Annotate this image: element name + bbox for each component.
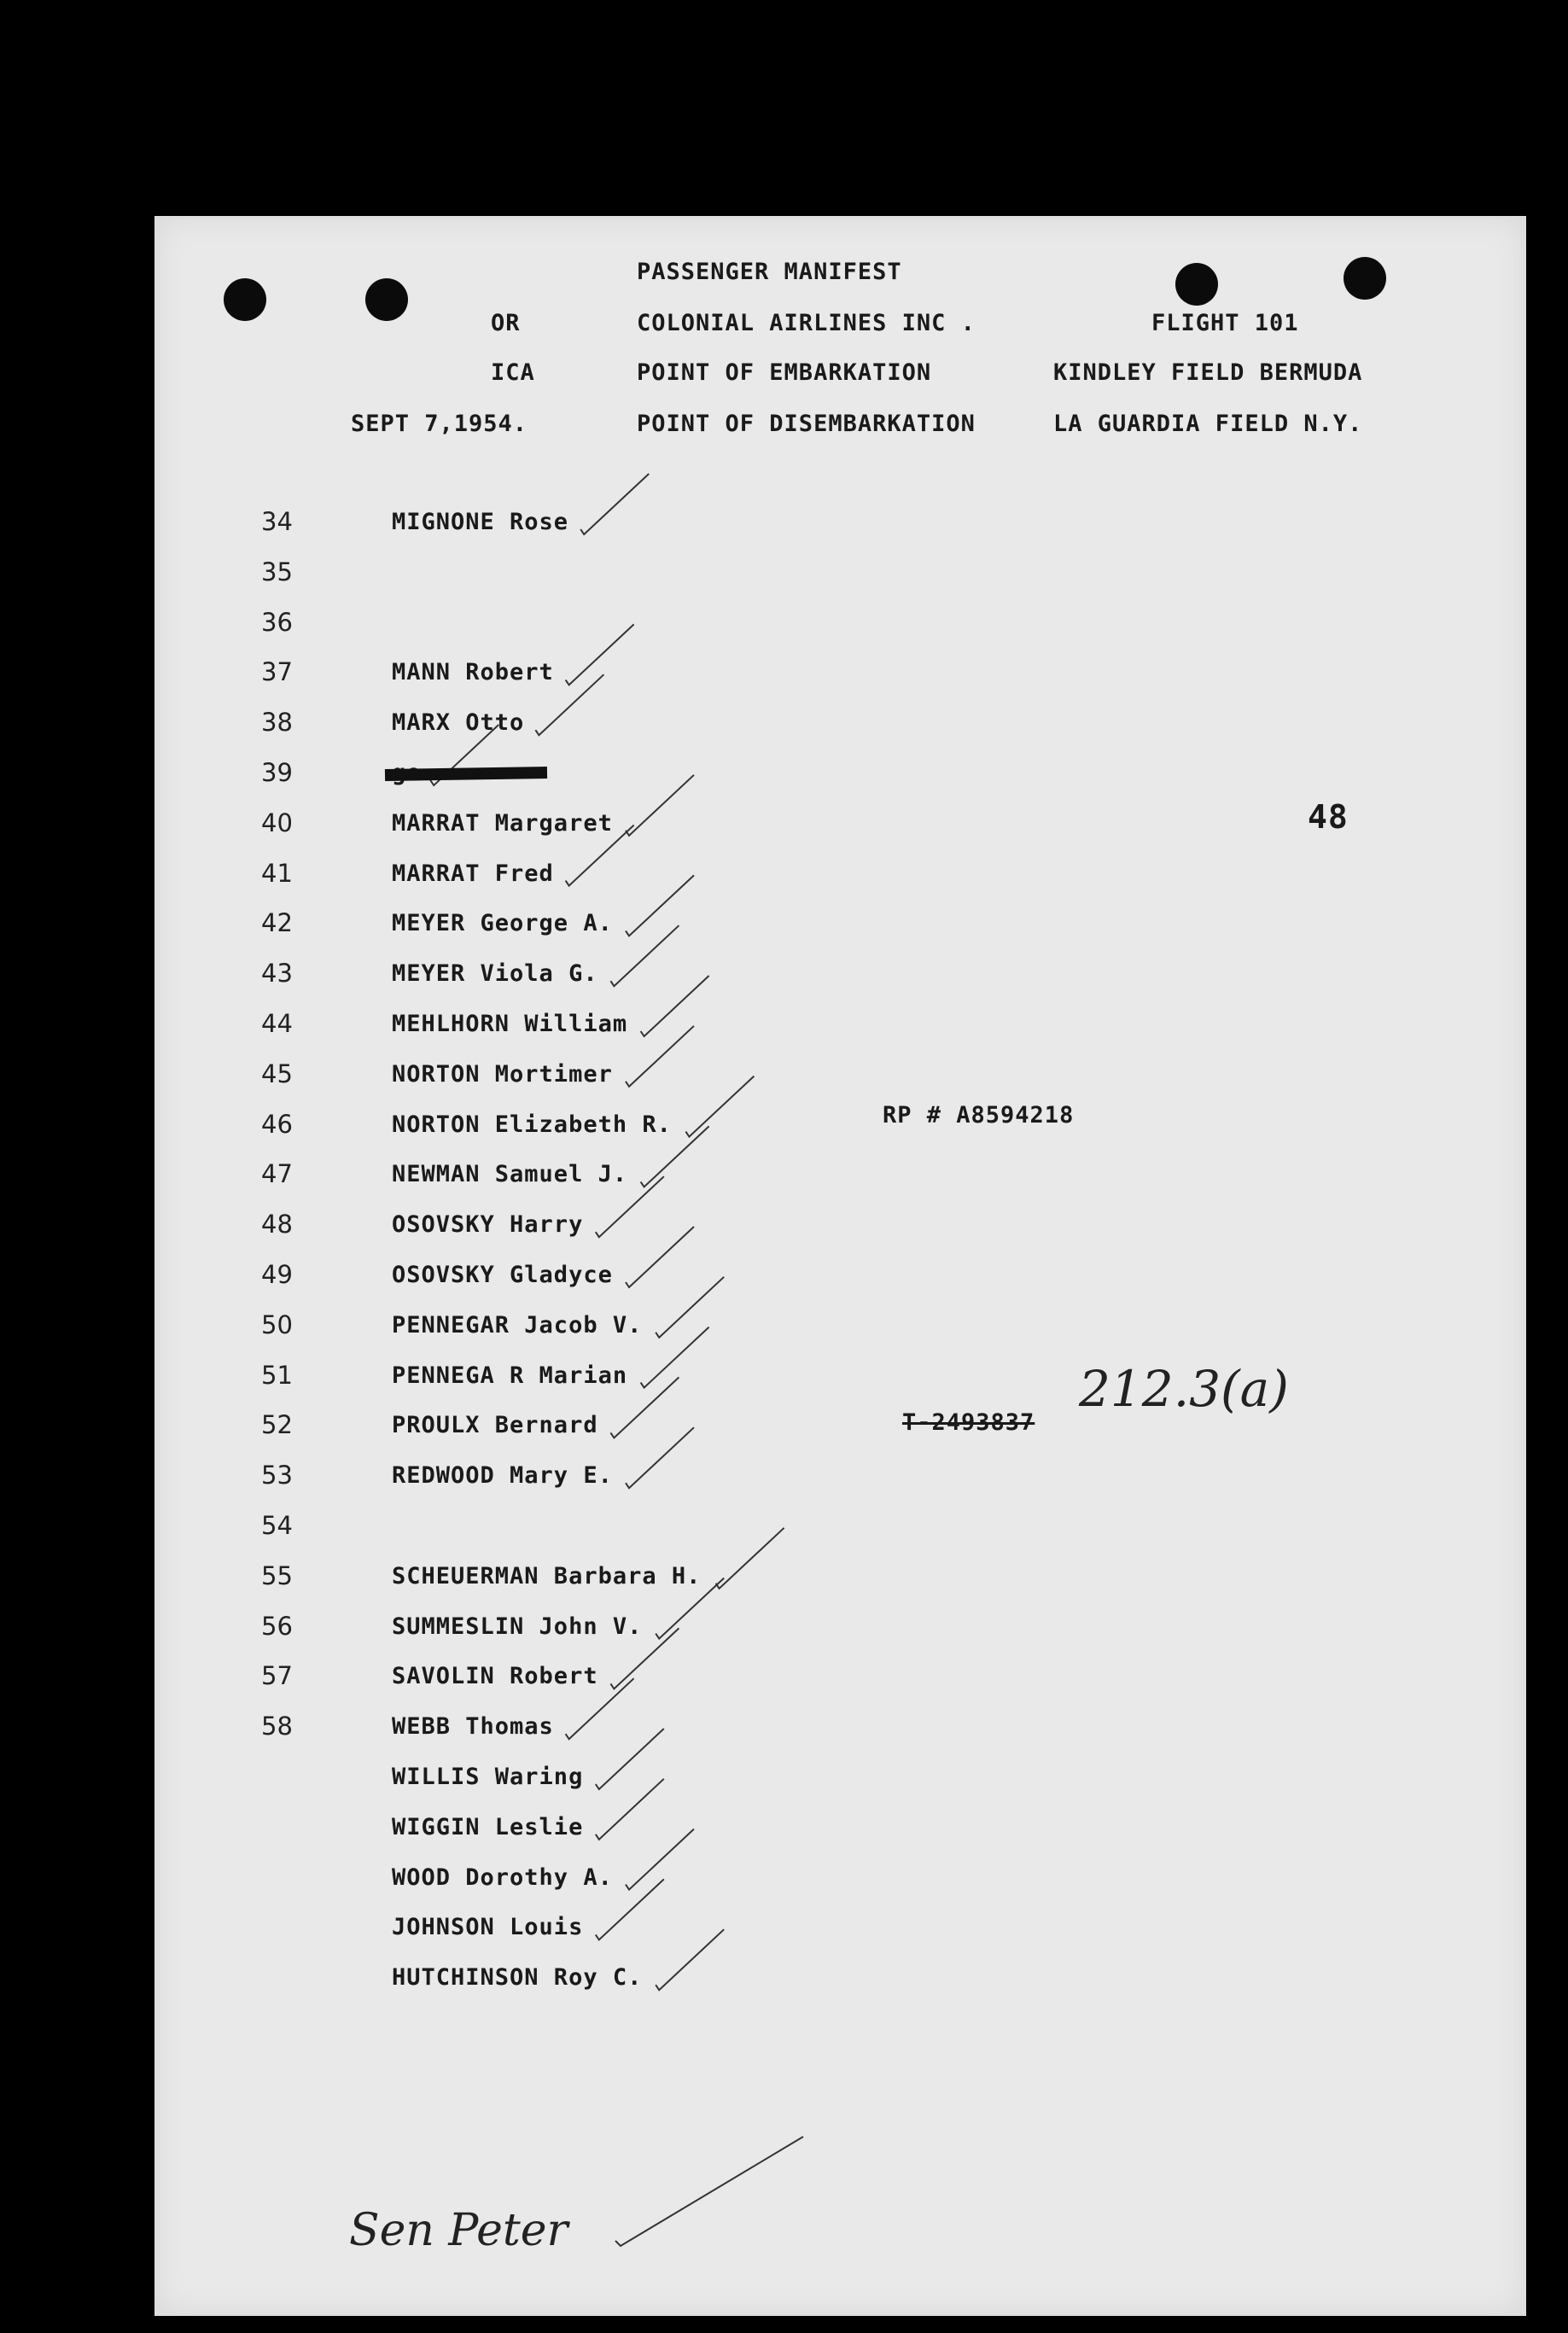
check-mark — [626, 775, 694, 836]
passenger-name: MANN Robert — [392, 659, 554, 686]
passenger-count: 48 — [1308, 798, 1349, 836]
check-mark — [626, 875, 694, 936]
check-mark — [716, 1528, 784, 1589]
check-mark — [566, 825, 634, 886]
passenger-name: JOHNSON Louis — [392, 1914, 584, 1941]
passenger-name: WOOD Dorothy A. — [392, 1863, 613, 1891]
check-mark — [626, 1026, 694, 1087]
passenger-number: 53 — [261, 1461, 293, 1490]
check-mark — [626, 1227, 694, 1287]
passenger-number: 43 — [261, 959, 293, 989]
check-mark — [580, 474, 649, 534]
passenger-name: PENNEGAR Jacob V. — [392, 1311, 643, 1339]
struck-reference-number: T-2493837 — [902, 1409, 1035, 1436]
passenger-name: MARRAT Margaret — [392, 809, 613, 837]
passenger-name: MARRAT Fred — [392, 860, 554, 887]
reentry-permit-number: RP # A8594218 — [883, 1102, 1075, 1129]
passenger-name: MEYER George A. — [392, 910, 613, 937]
check-mark — [641, 1126, 709, 1187]
passenger-number: 52 — [261, 1410, 293, 1440]
check-mark — [641, 976, 709, 1036]
check-mark — [641, 1327, 709, 1388]
check-marks — [154, 216, 1526, 2316]
manifest-date: SEPT 7,1954. — [351, 411, 528, 437]
passenger-number: 39 — [261, 758, 293, 787]
passenger-number: 49 — [261, 1260, 293, 1289]
check-mark — [610, 925, 679, 986]
passenger-name: WIGGIN Leslie — [392, 1813, 584, 1840]
passenger-number: 48 — [261, 1210, 293, 1239]
passenger-number: 46 — [261, 1109, 293, 1139]
passenger-name: WILLIS Waring — [392, 1764, 584, 1790]
header-left-line1: OR — [491, 310, 521, 336]
passenger-number: 35 — [261, 557, 293, 586]
passenger-number: 36 — [261, 607, 293, 637]
passenger-number: 58 — [261, 1712, 293, 1741]
flight-number: FLIGHT 101 — [1151, 310, 1299, 336]
disembarkation-place: LA GUARDIA FIELD N.Y. — [1053, 411, 1363, 437]
passenger-name: WEBB Thomas — [392, 1713, 554, 1741]
passenger-number: 55 — [261, 1560, 293, 1590]
check-mark — [656, 1578, 724, 1639]
check-mark — [596, 1176, 664, 1237]
passenger-name: MEHLHORN William — [392, 1011, 628, 1037]
passenger-name: NORTON Elizabeth R. — [392, 1111, 672, 1138]
passenger-name: PROULX Bernard — [392, 1412, 598, 1439]
airline-name: COLONIAL AIRLINES INC . — [637, 310, 976, 336]
embarkation-place: KINDLEY FIELD BERMUDA — [1053, 359, 1363, 386]
passenger-name: PENNEGA R Marian — [392, 1362, 628, 1389]
check-mark — [656, 1929, 724, 1990]
passenger-number: 54 — [261, 1511, 293, 1540]
check-mark — [626, 1427, 694, 1488]
passenger-name: NORTON Mortimer — [392, 1060, 613, 1088]
passenger-name: NEWMAN Samuel J. — [392, 1161, 628, 1188]
embarkation-label: POINT OF EMBARKATION — [637, 359, 932, 386]
passenger-number: 42 — [261, 908, 293, 938]
check-mark — [615, 2137, 803, 2246]
check-mark — [596, 1729, 664, 1789]
passenger-name: SAVOLIN Robert — [392, 1663, 598, 1690]
check-mark — [610, 1628, 679, 1689]
manifest-page — [154, 216, 1526, 2316]
passenger-number: 41 — [261, 858, 293, 888]
passenger-name: OSOVSKY Gladyce — [392, 1262, 613, 1288]
passenger-name: OSOVSKY Harry — [392, 1211, 584, 1239]
check-mark — [626, 1829, 694, 1890]
check-mark — [566, 624, 634, 685]
passenger-number: 50 — [261, 1309, 293, 1339]
passenger-name: SCHEUERMAN Barbara H. — [392, 1562, 702, 1589]
passenger-name: MIGNONE Rose — [392, 509, 569, 535]
passenger-name: MEYER Viola G. — [392, 960, 598, 988]
passenger-number: 56 — [261, 1611, 293, 1641]
passenger-name: REDWOOD Mary E. — [392, 1462, 613, 1490]
handwritten-section-note: 212.3(a) — [1079, 1360, 1289, 1418]
manifest-title: PASSENGER MANIFEST — [637, 259, 902, 285]
passenger-number: 45 — [261, 1059, 293, 1088]
passenger-number: 57 — [261, 1661, 293, 1691]
passenger-name: MARX Otto — [392, 709, 525, 737]
disembarkation-label: POINT OF DISEMBARKATION — [637, 411, 976, 437]
passenger-number: 47 — [261, 1159, 293, 1189]
check-mark — [566, 1678, 634, 1739]
passenger-number: 44 — [261, 1009, 293, 1038]
check-mark — [656, 1277, 724, 1338]
passenger-number: 38 — [261, 708, 293, 738]
passenger-number: 40 — [261, 808, 293, 837]
handwritten-name: Sen Peter — [349, 2205, 568, 2256]
check-mark — [685, 1076, 754, 1137]
passenger-name: ge — [392, 760, 422, 786]
header-left-line2: ICA — [491, 359, 535, 386]
redaction-mark — [385, 773, 547, 775]
passenger-number: 51 — [261, 1360, 293, 1390]
passenger-name: HUTCHINSON Roy C. — [392, 1964, 643, 1992]
passenger-number: 34 — [261, 507, 293, 536]
check-mark — [596, 1779, 664, 1840]
passenger-name: SUMMESLIN John V. — [392, 1613, 643, 1640]
passenger-number: 37 — [261, 657, 293, 687]
